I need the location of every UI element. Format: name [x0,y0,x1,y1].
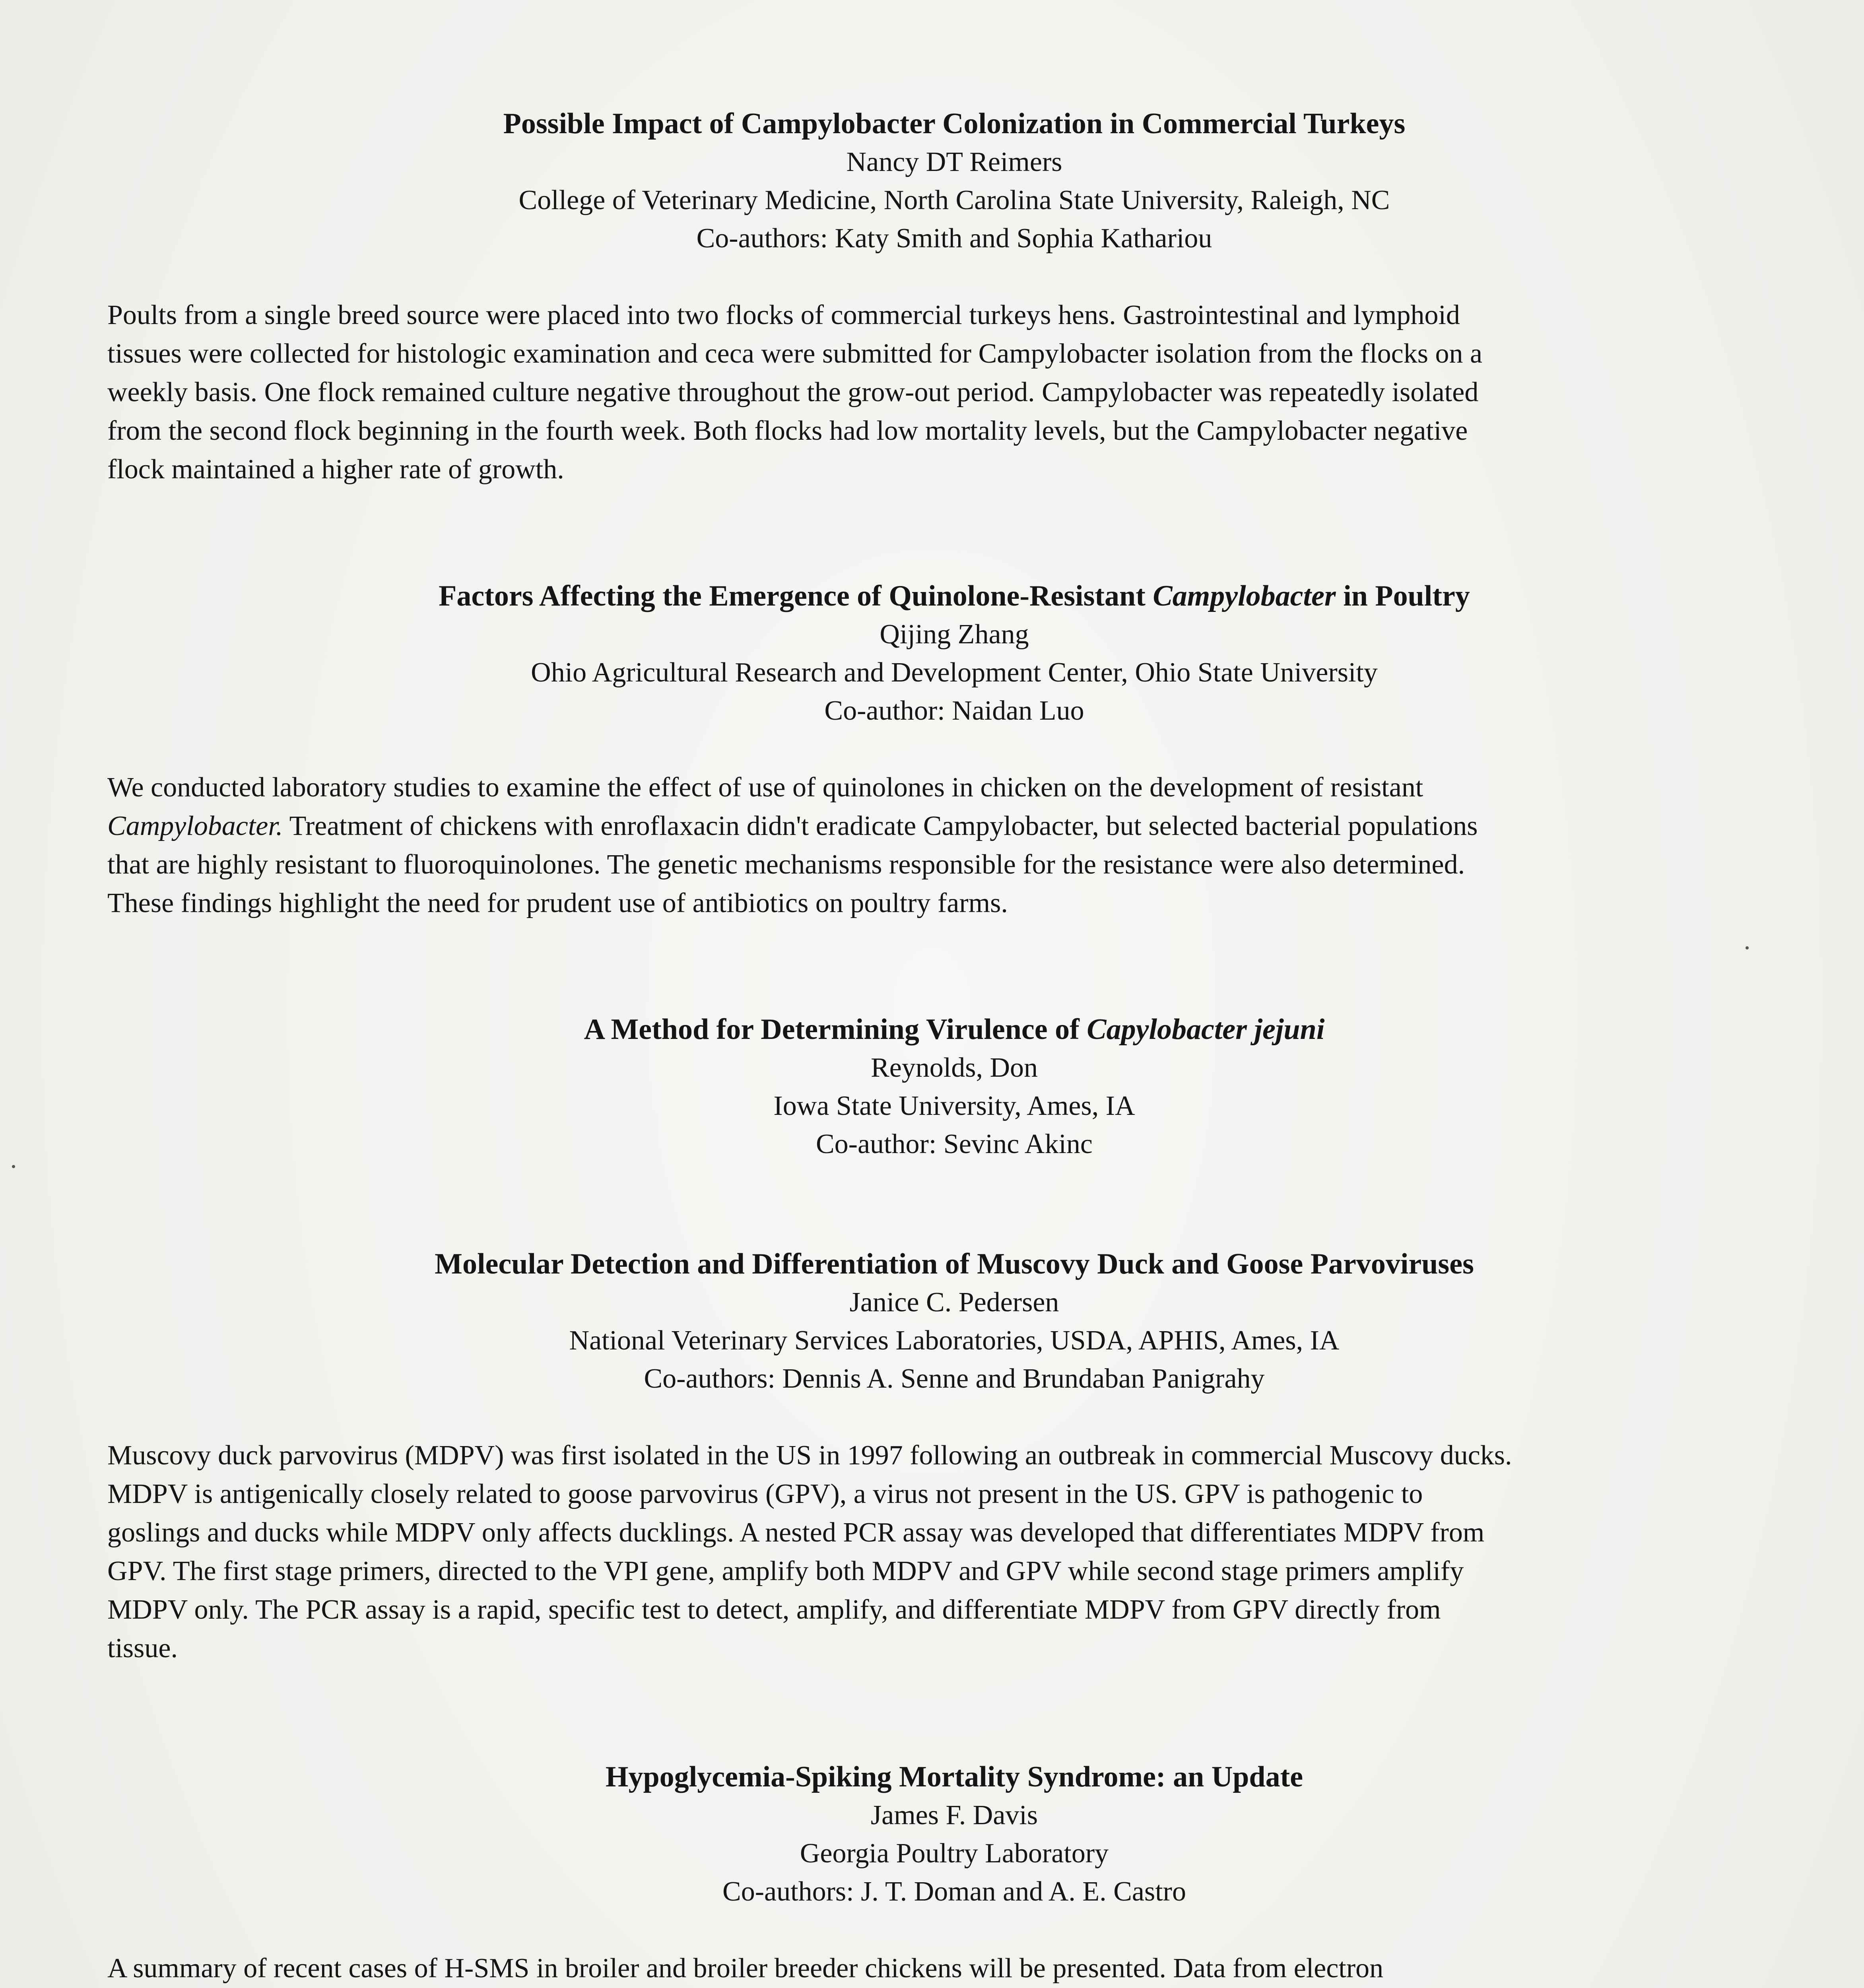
abstract-affiliation: Iowa State University, Ames, IA [773,1091,1135,1121]
abstract-muscovy-parvovirus [107,1244,1801,1668]
body-line: GPV. The first stage primers, directed to the VPI gene, amplify both MDPV and GPV while second stage primers amplify [107,1556,1464,1586]
abstract-author: Qijing Zhang [880,619,1029,650]
abstract-body [107,1949,1801,1988]
abstract-title: Hypoglycemia-Spiking Mortality Syndrome: an Update [605,1761,1303,1793]
abstract-quinolone-resistance [107,577,1801,922]
body-line: that are highly resistant to fluoroquinolones. The genetic mechanisms responsible for the resistance were also determined. [107,849,1465,880]
abstract-body [107,1436,1801,1668]
body-line: We conducted laboratory studies to examine the effect of use of quinolones in chicken on the development of resistant [107,772,1423,803]
scan-speck [1746,946,1749,949]
abstract-coauthors: Co-authors: Dennis A. Senne and Brundaban Panigrahy [644,1363,1265,1394]
abstract-author: Reynolds, Don [871,1052,1038,1083]
body-line: Muscovy duck parvovirus (MDPV) was first isolated in the US in 1997 following an outbreak in commercial Muscovy ducks. [107,1440,1512,1471]
abstract-title [107,1010,1801,1049]
abstract-author: Janice C. Pedersen [849,1287,1059,1318]
abstract-affiliation: National Veterinary Services Laboratories, USDA, APHIS, Ames, IA [569,1325,1340,1356]
abstract-author: James F. Davis [870,1800,1038,1831]
abstract-title [107,577,1801,615]
body-line: flock maintained a higher rate of growth. [107,454,564,485]
body-line [107,807,1801,845]
abstract-title: Molecular Detection and Differentiation of Muscovy Duck and Goose Parvoviruses [435,1248,1474,1280]
abstract-coauthors: Co-authors: J. T. Doman and A. E. Castro [722,1876,1186,1907]
title-suffix: in Poultry [1336,580,1470,612]
abstract-coauthors: Co-author: Naidan Luo [824,695,1084,726]
abstract-coauthors: Co-authors: Katy Smith and Sophia Kathariou [696,223,1212,254]
body-line: A summary of recent cases of H-SMS in broiler and broiler breeder chickens will be presented. Data from electron [107,1953,1384,1984]
body-italic: Campylobacter. [107,811,283,841]
body-line: goslings and ducks while MDPV only affects ducklings. A nested PCR assay was developed that differentiates MDPV from [107,1517,1485,1548]
abstract-affiliation: Georgia Poultry Laboratory [800,1838,1109,1869]
abstract-body [107,768,1801,922]
title-prefix: Factors Affecting the Emergence of Quinolone-Resistant [439,580,1153,612]
abstract-virulence-method [107,1010,1801,1163]
abstract-author: Nancy DT Reimers [846,147,1062,177]
title-italic: Campylobacter [1153,580,1336,612]
abstract-body [107,296,1801,489]
body-line: tissue. [107,1633,178,1664]
body-text: Treatment of chickens with enroflaxacin didn't eradicate Campylobacter, but selected bacterial populations [283,811,1478,841]
body-line: weekly basis. One flock remained culture negative throughout the grow-out period. Campylobacter was repeatedly isolated [107,377,1479,408]
body-line: MDPV only. The PCR assay is a rapid, specific test to detect, amplify, and differentiate MDPV from GPV directly from [107,1594,1441,1625]
scan-speck [12,1165,15,1168]
body-line: from the second flock beginning in the fourth week. Both flocks had low mortality levels, but the Campylobacter negative [107,415,1468,446]
body-line: These findings highlight the need for prudent use of antibiotics on poultry farms. [107,888,1008,918]
body-line: Poults from a single breed source were placed into two flocks of commercial turkeys hens. Gastrointestinal and lymphoid [107,300,1460,330]
title-italic: Capylobacter jejuni [1087,1013,1325,1046]
abstract-title: Possible Impact of Campylobacter Colonization in Commercial Turkeys [503,107,1406,140]
abstract-hypoglycemia-syndrome [107,1757,1801,1988]
body-line: tissues were collected for histologic examination and ceca were submitted for Campylobacter isolation from the flocks on a [107,338,1483,369]
abstract-coauthors: Co-author: Sevinc Akinc [816,1129,1093,1159]
abstract-affiliation: College of Veterinary Medicine, North Carolina State University, Raleigh, NC [518,185,1390,215]
abstract-campylobacter-turkeys [107,104,1801,489]
abstract-affiliation: Ohio Agricultural Research and Development Center, Ohio State University [531,657,1378,688]
body-line: MDPV is antigenically closely related to goose parvovirus (GPV), a virus not present in the US. GPV is pathogenic to [107,1479,1423,1509]
title-prefix: A Method for Determining Virulence of [584,1013,1087,1046]
